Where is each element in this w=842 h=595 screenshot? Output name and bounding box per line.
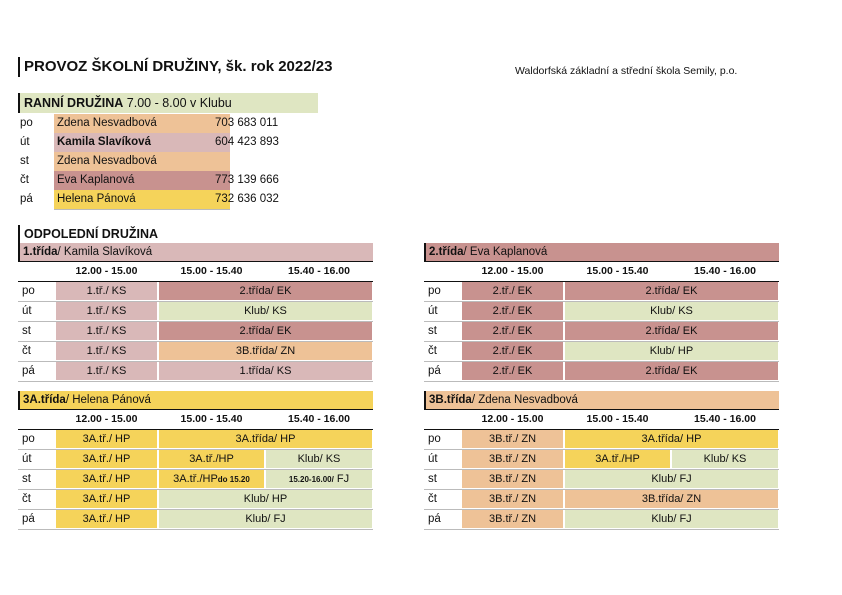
- cell-text: 3A.tř./ HP: [82, 473, 131, 485]
- schedule-row: [18, 510, 373, 530]
- schedule-row: [424, 470, 779, 490]
- time-slot-label: 12.00 - 15.00: [481, 413, 544, 425]
- cell-text: 3B.třída/ ZN: [235, 345, 296, 357]
- schedule-row: [424, 302, 779, 322]
- schedule-row: [18, 302, 373, 322]
- day-label: út: [22, 305, 32, 317]
- day-label: pá: [428, 513, 441, 525]
- time-slot-label: 12.00 - 15.00: [75, 265, 138, 277]
- schedule-cell: [56, 282, 157, 300]
- schedule-row: [424, 510, 779, 530]
- schedule-cell: [56, 430, 157, 448]
- day-label: pá: [20, 193, 33, 205]
- phone-number: 732 636 032: [215, 193, 279, 205]
- row-divider: [18, 529, 373, 530]
- morning-row: [18, 190, 318, 209]
- schedule-cell: [159, 450, 264, 468]
- morning-row: [18, 133, 318, 152]
- cell-text: Klub/ KS: [650, 305, 693, 317]
- cell-text: 2.tř./ EK: [492, 325, 533, 337]
- class-header: [424, 243, 779, 261]
- time-header-row: [18, 409, 373, 430]
- teacher-name: Zdena Nesvadbová: [54, 152, 230, 172]
- class-name: 1.třída: [23, 246, 58, 258]
- day-label: čt: [428, 345, 437, 357]
- class-header: [424, 391, 779, 409]
- schedule-cell: [565, 282, 778, 300]
- cell-text: 1.tř./ KS: [86, 305, 127, 317]
- morning-row: [18, 171, 318, 190]
- morning-row: [18, 152, 318, 171]
- cell-text: 2.tř./ EK: [492, 365, 533, 377]
- cell-text: Klub/ FJ: [651, 513, 692, 525]
- cell-text: 3A.tř./HP: [595, 453, 640, 465]
- cell-text: 3A.tř./ HP: [82, 453, 131, 465]
- schedule-cell: [159, 362, 372, 380]
- cell-text: Klub/ HP: [243, 493, 288, 505]
- time-slot-label: 15.00 - 15.40: [586, 265, 649, 277]
- schedule-cell: [672, 450, 778, 468]
- day-label: st: [428, 473, 437, 485]
- teacher-name: Helena Pánová: [54, 190, 230, 210]
- cell-text: 3B.tř./ ZN: [488, 513, 537, 525]
- schedule-cell: [565, 430, 778, 448]
- day-label: po: [22, 285, 35, 297]
- class-block-1: [18, 243, 373, 382]
- day-label: pá: [22, 365, 35, 377]
- schedule-cell: [56, 490, 157, 508]
- teacher-name: Zdena Nesvadbová: [54, 114, 230, 134]
- schedule-cell: [565, 450, 670, 468]
- schedule-row: [424, 490, 779, 510]
- phone-number: 703 683 011: [215, 117, 279, 129]
- cell-text: 2.třída/ EK: [645, 365, 698, 377]
- schedule-cell: [565, 490, 778, 508]
- schedule-cell: [462, 342, 563, 360]
- class-name: 3B.třída: [429, 394, 472, 406]
- schedule-cell: [462, 322, 563, 340]
- schedule-cell: [56, 510, 157, 528]
- schedule-cell: [159, 282, 372, 300]
- day-label: út: [20, 136, 30, 148]
- day-label: čt: [20, 174, 29, 186]
- class-teacher: / Zdena Nesvadbová: [471, 394, 578, 406]
- schedule-cell: [462, 302, 563, 320]
- day-label: po: [428, 285, 441, 297]
- cell-text: Klub/ KS: [297, 453, 341, 465]
- time-slot-label: 12.00 - 15.00: [481, 265, 544, 277]
- cell-text: 2.třída/ EK: [645, 285, 698, 297]
- cell-text: 1.tř./ KS: [86, 365, 127, 377]
- schedule-cell: [462, 510, 563, 528]
- schedule-row: [18, 282, 373, 302]
- class-header: [18, 243, 373, 261]
- schedule-cell: [462, 450, 563, 468]
- row-divider: [424, 381, 779, 382]
- day-label: po: [20, 117, 33, 129]
- schedule-cell: [565, 302, 778, 320]
- time-slot-label: 15.40 - 16.00: [694, 413, 756, 425]
- schedule-cell: [565, 510, 778, 528]
- cell-text: 2.tř./ EK: [492, 285, 533, 297]
- schedule-cell: [56, 362, 157, 380]
- cell-text: Klub/ KS: [703, 453, 747, 465]
- day-label: čt: [22, 345, 31, 357]
- phone-number: 773 139 666: [215, 174, 279, 186]
- schedule-cell: [159, 322, 372, 340]
- time-slot-label: 12.00 - 15.00: [75, 413, 138, 425]
- time-slot-label: 15.40 - 16.00: [288, 413, 350, 425]
- cell-text: 1.třída/ KS: [239, 365, 292, 377]
- cell-text: FJ: [333, 473, 350, 485]
- schedule-row: [424, 430, 779, 450]
- schedule-row: [18, 322, 373, 342]
- cell-text: 2.třída/ EK: [645, 325, 698, 337]
- schedule-cell: [462, 282, 563, 300]
- cell-text: 3B.třída/ ZN: [641, 493, 702, 505]
- day-label: pá: [428, 365, 441, 377]
- schedule-cell: [462, 362, 563, 380]
- schedule-cell: [56, 322, 157, 340]
- class-teacher: / Eva Kaplanová: [463, 246, 548, 258]
- cell-text: 3A.třída/ HP: [235, 433, 296, 445]
- cell-text: 2.tř./ EK: [492, 305, 533, 317]
- schedule-cell: [462, 470, 563, 488]
- schedule-row: [424, 282, 779, 302]
- morning-hours: 7.00 - 8.00 v Klubu: [123, 96, 232, 110]
- time-slot-label: 15.00 - 15.40: [180, 265, 243, 277]
- schedule-cell: [159, 430, 372, 448]
- day-label: út: [22, 453, 32, 465]
- morning-title: RANNÍ DRUŽINA: [24, 96, 124, 110]
- schedule-row: [18, 362, 373, 382]
- schedule-cell: [565, 470, 778, 488]
- day-label: út: [428, 453, 438, 465]
- class-name: 2.třída: [429, 246, 464, 258]
- cell-small-note: 15.20-16.00/: [288, 475, 334, 484]
- day-label: st: [22, 473, 31, 485]
- cell-text: 3A.tř./ HP: [82, 433, 131, 445]
- schedule-cell: [462, 430, 563, 448]
- cell-text: 3B.tř./ ZN: [488, 473, 537, 485]
- time-header-row: [424, 409, 779, 430]
- schedule-cell: [56, 342, 157, 360]
- school-name: Waldorfská základní a střední škola Semily, p.o.: [515, 65, 738, 77]
- class-block-3a: [18, 391, 373, 530]
- schedule-row: [424, 450, 779, 470]
- morning-section-header: [18, 93, 318, 113]
- phone-number: 604 423 893: [215, 136, 279, 148]
- schedule-cell: [56, 450, 157, 468]
- day-label: st: [20, 155, 29, 167]
- class-block-2: [424, 243, 779, 382]
- time-slot-label: 15.40 - 16.00: [694, 265, 756, 277]
- time-header-row: [18, 261, 373, 282]
- cell-text: 3A.tř./ HP: [82, 513, 131, 525]
- row-divider: [424, 529, 779, 530]
- schedule-cell: [159, 302, 372, 320]
- cell-text: 3A.tř./ HP: [82, 493, 131, 505]
- cell-text: Klub/ HP: [649, 345, 694, 357]
- schedule-cell: [159, 490, 372, 508]
- schedule-row: [424, 322, 779, 342]
- day-label: po: [22, 433, 35, 445]
- schedule-row: [424, 342, 779, 362]
- schedule-row: [424, 362, 779, 382]
- day-label: st: [22, 325, 31, 337]
- cell-text: Klub/ KS: [244, 305, 287, 317]
- day-label: čt: [22, 493, 31, 505]
- cell-text: 2.tř./ EK: [492, 345, 533, 357]
- cell-text: 1.tř./ KS: [86, 285, 127, 297]
- day-label: út: [428, 305, 438, 317]
- schedule-cell: [159, 510, 372, 528]
- cell-text: 1.tř./ KS: [86, 325, 127, 337]
- cell-text: 3B.tř./ ZN: [488, 493, 537, 505]
- page-title: PROVOZ ŠKOLNÍ DRUŽINY, šk. rok 2022/23: [18, 57, 332, 77]
- time-header-row: [424, 261, 779, 282]
- morning-row: [18, 114, 318, 133]
- schedule-cell: [266, 470, 372, 488]
- class-teacher: / Helena Pánová: [65, 394, 151, 406]
- cell-text: 2.třída/ EK: [239, 285, 292, 297]
- cell-text: 3A.tř./HP: [189, 453, 234, 465]
- teacher-name: Eva Kaplanová: [54, 171, 230, 191]
- cell-text: 3B.tř./ ZN: [488, 433, 537, 445]
- class-header: [18, 391, 373, 409]
- schedule-cell: [159, 342, 372, 360]
- schedule-row: [18, 342, 373, 362]
- day-label: po: [428, 433, 441, 445]
- schedule-row: [18, 490, 373, 510]
- cell-text: 1.tř./ KS: [86, 345, 127, 357]
- schedule-cell: [565, 322, 778, 340]
- schedule-cell: [565, 342, 778, 360]
- schedule-cell: [462, 490, 563, 508]
- time-slot-label: 15.40 - 16.00: [288, 265, 350, 277]
- afternoon-section-header: ODPOLEDNÍ DRUŽINA: [18, 225, 158, 243]
- time-slot-label: 15.00 - 15.40: [586, 413, 649, 425]
- schedule-cell: [159, 470, 264, 488]
- cell-text: 3A.třída/ HP: [641, 433, 702, 445]
- cell-text: 3A.tř./HP: [173, 473, 218, 485]
- class-teacher: / Kamila Slavíková: [57, 246, 153, 258]
- schedule-cell: [56, 302, 157, 320]
- schedule-cell: [266, 450, 372, 468]
- schedule-row: [18, 470, 373, 490]
- cell-text: Klub/ FJ: [245, 513, 286, 525]
- class-block-3b: [424, 391, 779, 530]
- cell-text: Klub/ FJ: [651, 473, 692, 485]
- schedule-cell: [565, 362, 778, 380]
- schedule-cell: [56, 470, 157, 488]
- day-label: čt: [428, 493, 437, 505]
- schedule-row: [18, 430, 373, 450]
- teacher-name: Kamila Slavíková: [54, 133, 230, 153]
- row-divider: [18, 381, 373, 382]
- schedule-row: [18, 450, 373, 470]
- class-name: 3A.třída: [23, 394, 66, 406]
- time-slot-label: 15.00 - 15.40: [180, 413, 243, 425]
- cell-text: 3B.tř./ ZN: [488, 453, 537, 465]
- cell-text: 2.třída/ EK: [239, 325, 292, 337]
- day-label: pá: [22, 513, 35, 525]
- cell-small-note: do 15.20: [217, 475, 250, 484]
- day-label: st: [428, 325, 437, 337]
